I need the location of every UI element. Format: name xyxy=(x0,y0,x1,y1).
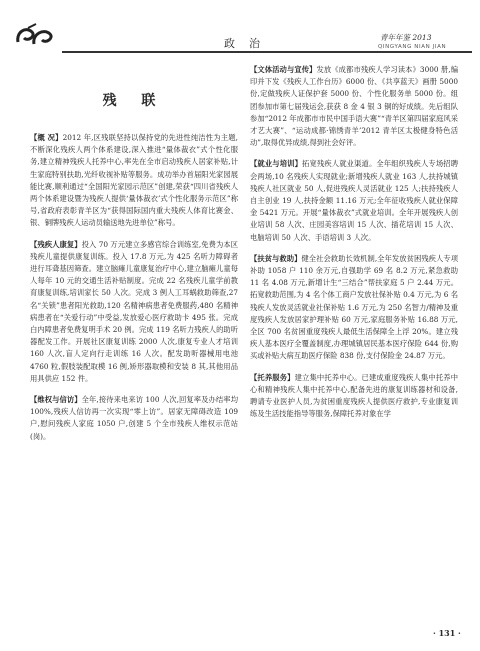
section-employment xyxy=(250,158,458,243)
section-relief xyxy=(250,253,458,363)
section-text: 全年,接待来电来访 100 人次,回复率及办结率均 100%,残疾人信访再一次实现“零上访”。居家无障碍改造 109 户,慰问残疾人家庭 1050 户,创建 5 个全市残疾人维权示范站(岗)。 xyxy=(30,395,238,441)
header-rule xyxy=(62,51,472,53)
section-tag: 【扶贫与救助】 xyxy=(250,253,302,263)
journal-pinyin: QINGYANG NIAN JIAN xyxy=(378,44,447,50)
section-text: 发放《成都市残疾人学习读本》3000 册,编印并下发《残疾人工作台历》6000 份、《共享蓝天》画册 5000 份,定做残疾人证保护套 5000 份、个性化服务单 5000 份。组团参加市第七届残运会,获获 8 金 4 银 3 铜的好成绩。先后组队参加“2012 年成都市市民中国手语大赛”“青羊区第四届家庭风采才艺大赛”、“运动成都·锦绣青羊’2012 青羊区太极健身特色活动”,取得优异成绩,得到社会好评。 xyxy=(250,65,459,148)
section-text: 建立集中托养中心。已建成重度残疾人集中托养中心和精神残疾人集中托养中心,配备先进的康复训练器材和设备,聘请专业医护人员,为贫困重度残疾人提供医疗救护,专业康复训练及生活技能指导等服务,保障托养对象在学 xyxy=(250,372,459,419)
page-header xyxy=(0,0,480,58)
section-overview xyxy=(30,132,238,230)
section-text: 健全社会救助长效机制,全年发放贫困残疾人专项补助 1058 户 110 余万元,自强助学 69 名 8.2 万元,紧急救助 11 名 4.08 万元,新增计生“三结合”帮扶家庭 5 户 2.44 万元。拓宽救助范围,为 4 名个体工商户发放社保补贴 0.4 万元,为 6 名残疾人发放灵活就业社保补贴 1.6 万元,为 250 名智力/精神及重度残疾人发放居家护理补贴 60 万元,家庭服务补贴 16.88 万元,全区 700 名贫困重度残疾人最低生活保障全上浮 20%。建立残疾人基本医疗全覆盖制度,办理城镇居民基本医疗保险 644 份,购买或补贴大病互助医疗保险 838 份,支付保险金 24.87 万元。 xyxy=(250,253,458,361)
journal-logo-icon xyxy=(14,22,54,48)
section-tag: 【残疾人康复】 xyxy=(30,239,82,249)
journal-name-year: 青年年鉴 2013 xyxy=(380,33,432,42)
article-title: 残 联 xyxy=(102,93,166,109)
section-tag: 【文体活动与宣传】 xyxy=(250,65,317,74)
right-column xyxy=(250,64,458,429)
section-care xyxy=(250,372,458,421)
section-text: 拓宽残疾人就业渠道。全年组织残疾人专场招聘会两场,10 名残疾人实现就业;新增残疾人就业 163 人,扶持城镇残疾人社区就业 50 人,促进残疾人灵活就业 125 人;扶持残疾人自主创业 19 人,扶持金额 11.16 万元;全年征收残疾人就业保障金 5421 万元。开展“量体裁衣”式就业培训。全年开展残疾人创业培训 58 人次、庄园美容培训 15 人次、插花培训 15 人次、电脑培训 50 人次、手语培训 3 人次。 xyxy=(250,159,459,242)
left-column xyxy=(30,64,238,452)
section-title: 政治 xyxy=(224,37,274,50)
section-tag: 【就业与培训】 xyxy=(250,159,303,169)
section-text: 2012 年,区残联坚持以保持党的先进性纯洁性为主题,不断深化残疾人两个体系建设,深入推进“量体裁衣”式个性化服务,建立精神残疾人托养中心,率先在全市启动残疾人居家补贴,计生家庭特别扶助,光纤收视补贴等服务。成功举办首届阳光家园展能比赛,顺利通过“全国阳光家园示范区”创建,荣获“四川省残疾人两个体系建设暨为残疾人提供‘量体裁衣’式个性化服务示范区”称号,省政府表彰青羊区为“获得国际国内重大残疾人体育比赛金、银、铜牌残疾人运动员输送地先进单位”称号。 xyxy=(30,133,238,228)
section-tag: 【维权与信访】 xyxy=(30,395,82,405)
section-rights xyxy=(30,394,238,443)
section-tag: 【托养服务】 xyxy=(250,372,295,382)
section-text: 投入 70 万元建立多感官综合训练室,免费为本区残疾儿童提供康复训练。投入 17.8 万元,为 425 名听力障碍者进行耳聋基因筛查。建立脑瘫儿童康复治疗中心,建立脑瘫儿童每人每年 10 元的交通生活补贴制度。完成 22 名残疾儿童学前教育康复训练,培训家长 50 人次。完成 3 例人工耳蜗救助筛查,27 名“关锁”患者阳光救助,120 名精神病患者免费服药,480 名精神病患者在“关爱行动”中受益,发放爱心医疗救助卡 495 张。完成白内障患者免费复明手术 20 例。完成 119 名听力残疾人的助听器配发工作。开展社区康复训练 2000 人次,康复专业人才培训 160 人次,盲人定向行走训练 16 人次。配发助听器械用电池 4760 粒,假肢装配取模 16 例,矫形器取模和安装 8 其,其他用品用具供应 152 件。 xyxy=(30,239,238,383)
page-number: · 131 · xyxy=(433,628,461,638)
section-tag: 【概 况】 xyxy=(30,133,63,142)
section-rehabilitation xyxy=(30,239,238,385)
section-culture xyxy=(250,64,458,149)
